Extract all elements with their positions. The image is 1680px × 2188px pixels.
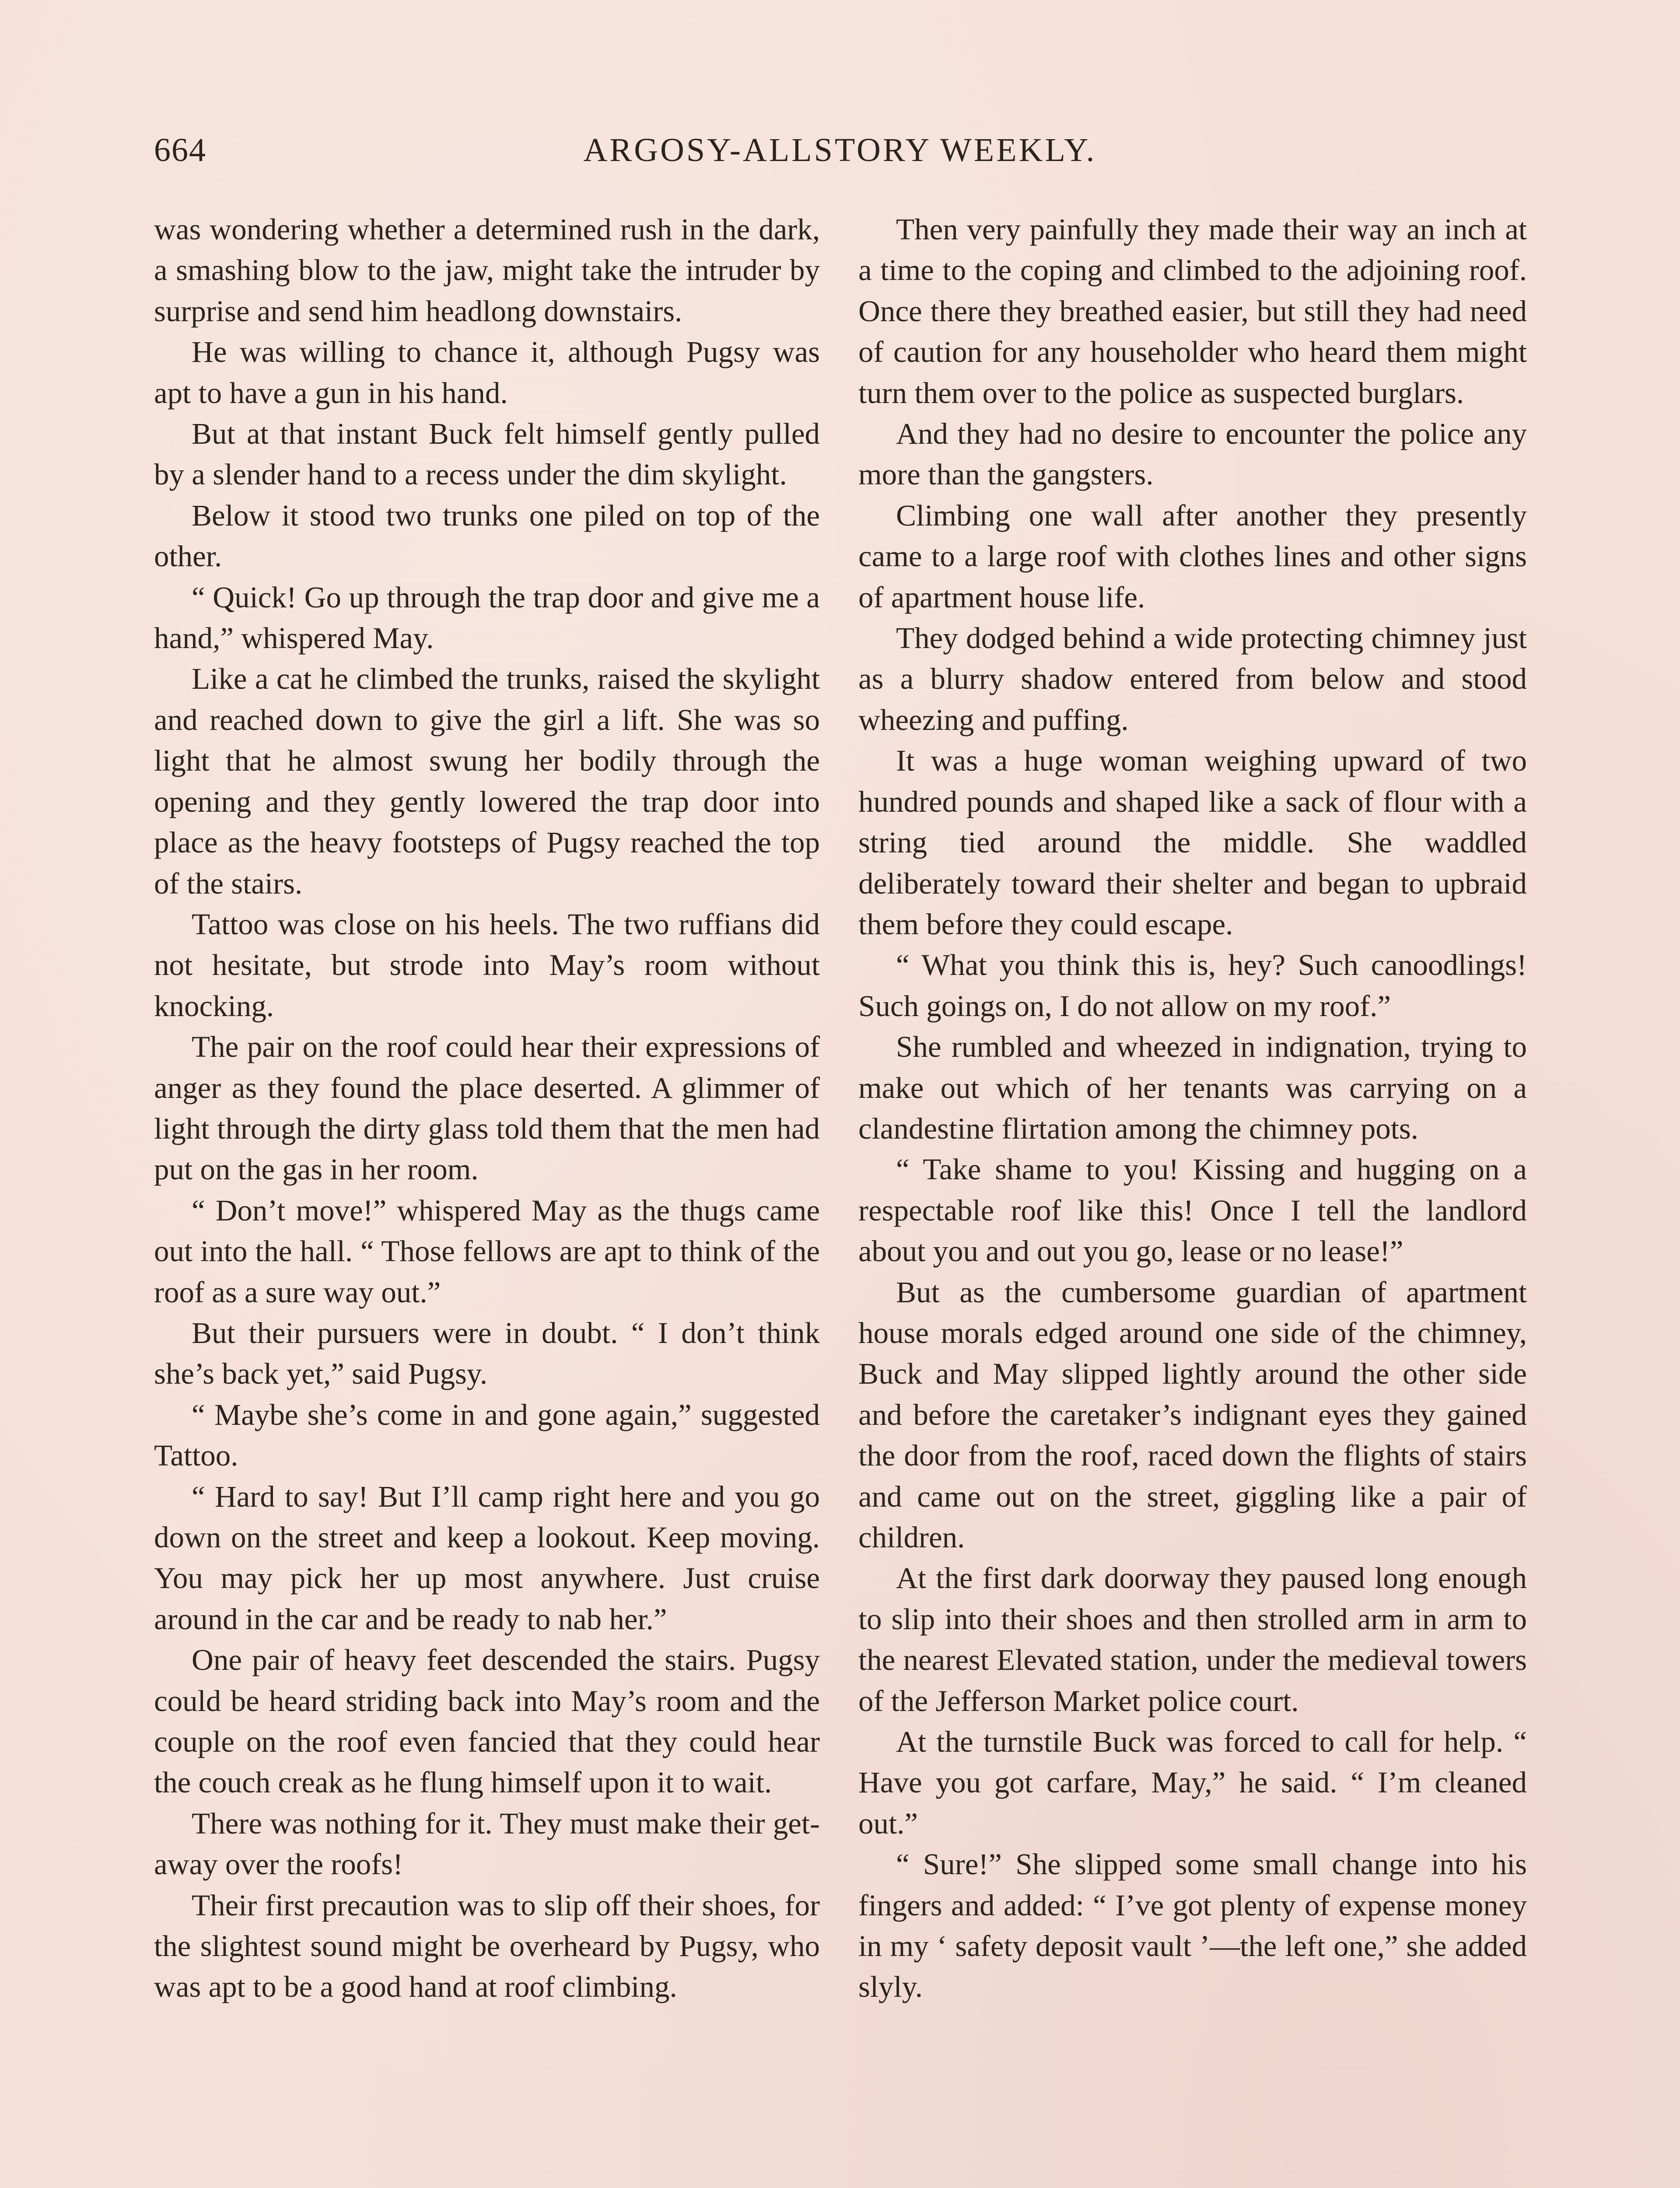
paragraph: He was willing to chance it, although Pugsy was apt to have a gun in his hand. (154, 335, 820, 410)
paragraph: It was a huge woman weighing upward of two hundred pounds and shaped like a sack of flour with a string tied around the middle. She waddled deliberately toward their shelter and began to upbraid them before they could escape. (858, 744, 1527, 941)
paragraph: Tattoo was close on his heels. The two ruffians did not hesitate, but strode into May’s room without knocking. (154, 907, 820, 1023)
paragraph: Below it stood two trunks one piled on top of the other. (154, 498, 820, 573)
paragraph: Climbing one wall after another they presently came to a large roof with clothes lines and other signs of apartment house life. (858, 498, 1527, 614)
paragraph: Like a cat he climbed the trunks, raised the skylight and reached down to give the girl a lift. She was so light that he almost swung her bodily through the opening and they gently lowered the trap door into place as the heavy footsteps of Pugsy reached the top of the stairs. (154, 662, 820, 900)
right-column (858, 209, 1527, 2008)
paragraph: One pair of heavy feet descended the stairs. Pugsy could be heard striding back into May’s room and the couple on the roof even fancied that they could hear the couch creak as he flung himself upon it to wait. (154, 1643, 820, 1799)
paragraph: Their first precaution was to slip off their shoes, for the slightest sound might be overheard by Pugsy, who was apt to be a good hand at roof climbing. (154, 1888, 820, 2004)
paragraph: Then very painfully they made their way an inch at a time to the coping and climbed to the adjoining roof. Once there they breathed easier, but still they had need of caution for any householder who heard them might turn them over to the police as suspected burglars. (858, 213, 1527, 410)
page-header (154, 131, 1526, 179)
paragraph: They dodged behind a wide protecting chimney just as a blurry shadow entered from below and stood wheezing and puffing. (858, 621, 1527, 736)
page-number: 664 (154, 132, 206, 168)
paragraph: “ Take shame to you! Kissing and hugging on a respectable roof like this! Once I tell the landlord about you and out you go, lease or no lease!” (858, 1153, 1527, 1268)
paragraph: She rumbled and wheezed in indignation, trying to make out which of her tenants was carrying on a clandestine flirtation among the chimney pots. (858, 1030, 1527, 1145)
paragraph: The pair on the roof could hear their expressions of anger as they found the place deserted. A glimmer of light through the dirty glass told them that the men had put on the gas in her room. (154, 1030, 820, 1186)
paragraph: But at that instant Buck felt himself gently pulled by a slender hand to a recess under the dim skylight. (154, 417, 820, 491)
paragraph: “ Sure!” She slipped some small change into his fingers and added: “ I’ve got plenty of expense money in my ‘ safety deposit vault ’—the left one,” she added slyly. (858, 1848, 1527, 2004)
paragraph: There was nothing for it. They must make their get-away over the roofs! (154, 1806, 820, 1881)
paragraph: But as the cumbersome guardian of apartment house morals edged around one side of the chimney, Buck and May slipped lightly around the other side and before the caretaker’s indignant eyes they gained the door from the roof, raced down the flights of stairs and came out on the street, giggling like a pair of children. (858, 1275, 1527, 1554)
paragraph: But their pursuers were in doubt. “ I don’t think she’s back yet,” said Pugsy. (154, 1316, 820, 1391)
paragraph: And they had no desire to encounter the police any more than the gangsters. (858, 417, 1527, 491)
left-column (154, 209, 820, 2008)
paragraph: was wondering whether a determined rush in the dark, a smashing blow to the jaw, might take the intruder by surprise and send him headlong downstairs. (154, 213, 820, 328)
paragraph: “ Maybe she’s come in and gone again,” suggested Tattoo. (154, 1398, 820, 1473)
paragraph: “ Hard to say! But I’ll camp right here and you go down on the street and keep a lookout. Keep moving. You may pick her up most anywhere. Just cruise around in the car and be ready to nab her.” (154, 1480, 820, 1636)
paragraph: “ Quick! Go up through the trap door and give me a hand,” whispered May. (154, 580, 820, 655)
paragraph: “ What you think this is, hey? Such canoodlings! Such goings on, I do not allow on my roof.” (858, 948, 1527, 1023)
running-head: ARGOSY-ALLSTORY WEEKLY. (583, 132, 1097, 168)
paragraph: “ Don’t move!” whispered May as the thugs came out into the hall. “ Those fellows are apt to think of the roof as a sure way out.” (154, 1193, 820, 1309)
paragraph: At the first dark doorway they paused long enough to slip into their shoes and then strolled arm in arm to the nearest Elevated station, under the medieval towers of the Jefferson Market police court. (858, 1561, 1527, 1718)
paragraph: At the turnstile Buck was forced to call for help. “ Have you got carfare, May,” he said. “ I’m cleaned out.” (858, 1725, 1527, 1840)
